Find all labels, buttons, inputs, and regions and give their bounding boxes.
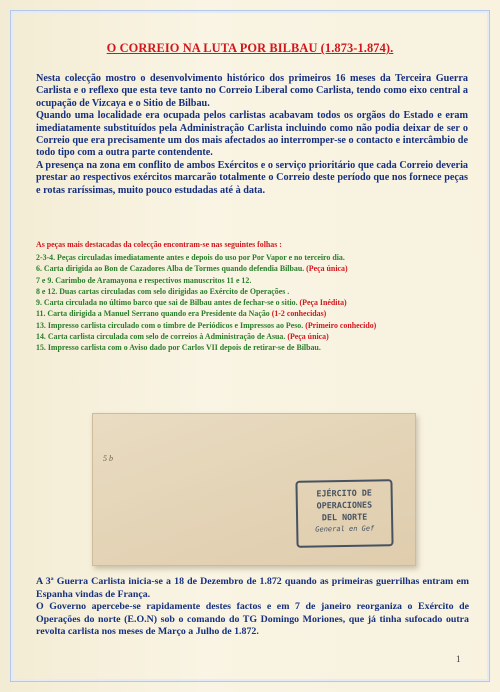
list-item: 15. Impresso carlista com o Aviso dado por Carlos VII depois de retirar-se de Bilbau. [36, 343, 321, 353]
list-item: 6. Carta dirigida ao Bon de Cazadores Alba de Tormes quando defendia Bilbau. (Peça única) [36, 264, 348, 274]
item-note: (1-2 conhecidas) [271, 309, 327, 319]
intro-paragraph-1: Nesta colecção mostro o desenvolvimento histórico dos primeiros 16 meses da Terceira Guerra Carlista e o reflexo que esta teve tanto no Correio Liberal como Carlista, tendo como eixo central a ocupação de Vizcaya e o Sitio de Bilbau. [36, 73, 468, 109]
list-item: 9. Carta circulada no último barco que sai de Bilbau antes de fechar-se o sitio. (Peça Inédita) [36, 298, 347, 308]
list-item: 2-3-4. Peças circuladas imediatamente antes e depois do uso por Por Vapor e no terceiro dia. [36, 253, 345, 262]
item-note: (Peça única) [287, 332, 329, 342]
stamp-line-1: EJÉRCITO DE [316, 487, 372, 499]
closing-text [36, 576, 469, 639]
highlights-heading: As peças mais destacadas da colecção encontram-se nas seguintes folhas : [36, 240, 282, 249]
list-item: 14. Carta carlista circulada com selo de correios à Administração de Asua. (Peça única) [36, 332, 329, 342]
item-note: (Peça única) [306, 264, 348, 274]
item-note: (Primeiro conhecido) [305, 320, 377, 330]
highlights-list [36, 252, 468, 354]
manuscript-mark: 5 b [103, 454, 113, 463]
stamp-line-4: General en Gef [315, 524, 375, 534]
list-item: 8 e 12. Duas cartas circuladas com selo dirigidas ao Exército de Operações . [36, 286, 290, 296]
intro-paragraph-3: A presença na zona em conflito de ambos Exércitos e o serviço prioritário que cada Correio deveria prestar ao respectivos exércitos marcarão totalmente o Correio deste período que nos fornece peças e rotas raríssimas, muito pouco estudadas até à data. [36, 159, 468, 196]
envelope-cover [92, 413, 416, 566]
list-item: 13. Impresso carlista circulado com o timbre de Periódicos e Impressos ao Peso. (Primeiro conhecido) [36, 320, 377, 330]
list-item: 7 e 9. Carimbo de Aramayona e respectivos manuscritos 11 e 12. [36, 275, 252, 285]
list-item: 11. Carta dirigida a Manuel Serrano quando era Presidente da Nação (1-2 conhecidas) [36, 309, 327, 319]
closing-paragraph-1: A 3ª Guerra Carlista inicia-se a 18 de Dezembro de 1.872 quando as primeiras guerrilhas entram em Espanha vindas de França. [36, 576, 469, 600]
page-number: 1 [456, 654, 461, 664]
closing-paragraph-2: O Governo apercebe-se rapidamente destes factos e em 7 de janeiro reorganiza o Exército de Operações do norte (E.O.N) sob o comando do TG Domingo Moriones, que já tinha sufocado outra revolta carlista nos meses de Março a Julho de 1.872. [36, 601, 469, 638]
item-note: (Peça Inédita) [299, 298, 347, 308]
stamp-line-2: OPERACIONES [316, 499, 373, 511]
stamp-line-3: DEL NORTE [321, 511, 368, 523]
intro-paragraph-2: Quando uma localidade era ocupada pelos carlistas acabavam todos os orgãos do Estado e eram imediatamente substituídos pela Administração Carlista incluindo como não podia deixar de ser o Correio que era precisamente um dos mais afectados ao interromper-se o contacto e intercâmbio de todo tipo com a outra parte contendente. [36, 110, 468, 159]
page-title: O CORREIO NA LUTA POR BILBAU (1.873-1.874). [106, 41, 394, 55]
intro-text [36, 73, 468, 197]
army-cachet-stamp [295, 479, 393, 548]
